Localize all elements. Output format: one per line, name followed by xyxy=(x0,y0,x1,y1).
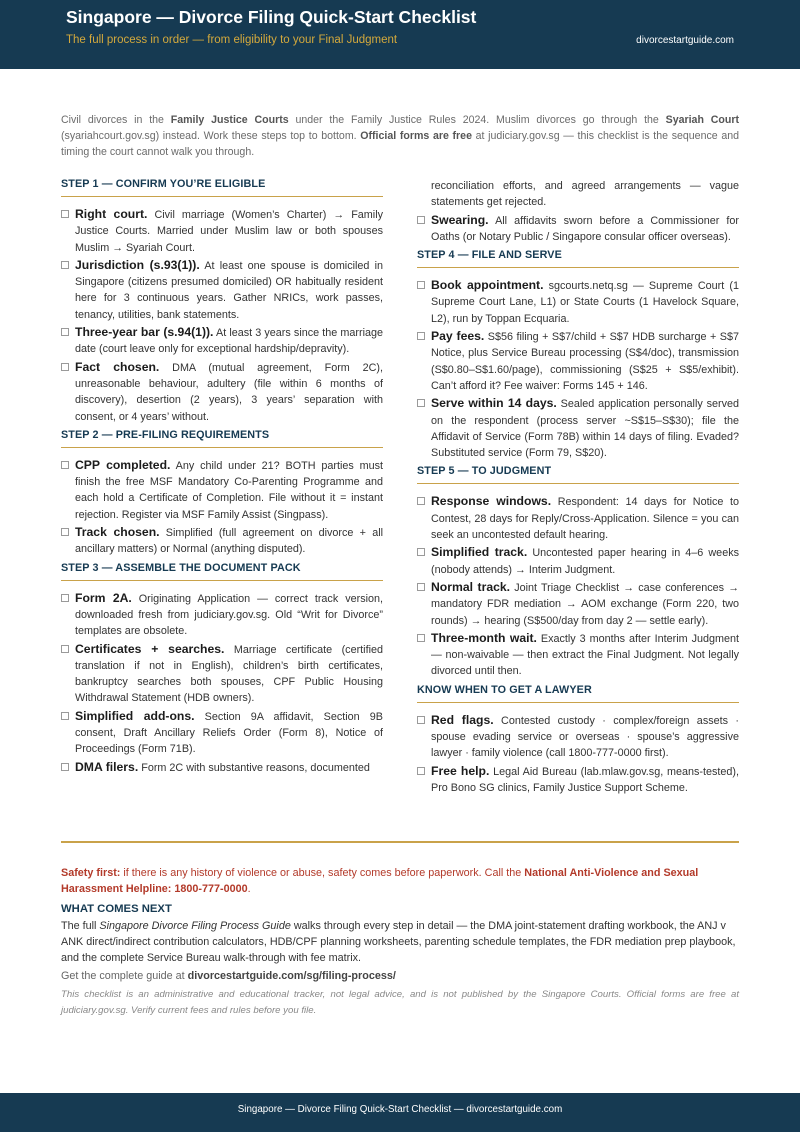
item-lead: Right court. xyxy=(75,207,148,221)
item-lead: Pay fees. xyxy=(431,329,485,344)
safety-text: if there is any history of violence or abuse, safety comes before paperwork. Call the xyxy=(120,867,525,879)
checklist-item xyxy=(61,641,383,707)
right-column xyxy=(417,178,739,797)
checkbox[interactable] xyxy=(417,332,425,340)
page-footer: Singapore — Divorce Filing Quick-Start Checklist — divorcestartguide.com xyxy=(0,1093,800,1132)
what-comes-next-heading: WHAT COMES NEXT xyxy=(61,903,172,915)
item-lead: Certificates + searches. xyxy=(75,641,225,656)
item-lead: Red flags. xyxy=(431,712,494,727)
step-5-heading: STEP 5 — TO JUDGMENT xyxy=(417,465,739,484)
checklist-item xyxy=(61,324,383,358)
intro-bold: Official forms are free xyxy=(360,130,472,142)
item-continuation: reconciliation efforts, and agreed arrangements — vague statements get rejected. xyxy=(431,180,739,209)
checklist-item xyxy=(61,257,383,323)
safety-lead: Safety first: xyxy=(61,867,121,879)
checkbox[interactable] xyxy=(61,645,69,653)
checklist-item xyxy=(61,759,383,776)
item-text: Uncontested paper hearing in 4–6 weeks (nobody attends) → Interim Judgment. xyxy=(431,547,739,576)
item-text: Civil marriage (Women’s Charter) → Family Justice Courts. Married under Muslim law or both spouses Muslim → Syariah Court. xyxy=(75,209,383,254)
intro-text: (syariahcourt.gov.sg) instead. Work these steps top to bottom. xyxy=(61,130,361,142)
item-lead: Simplified add-ons. xyxy=(75,708,195,723)
checklist-item xyxy=(417,579,739,629)
checkbox[interactable] xyxy=(417,583,425,591)
checklist-item xyxy=(417,493,739,543)
intro-text: at judiciary.gov.sg — this checklist is the sequence and timing the court cannot walk you through. xyxy=(61,130,739,158)
checklist-item xyxy=(61,524,383,558)
intro-bold: Syariah Court xyxy=(665,114,739,126)
item-lead: Jurisdiction (s.93(1)). xyxy=(75,257,200,272)
item-lead: Track chosen. xyxy=(75,525,160,540)
intro-bold: Family Justice Courts xyxy=(170,114,289,126)
item-text: Respondent: 14 days for Notice to Contest, 28 days for Reply/Cross-Application. Silence = you can seek an uncontested default hearing. xyxy=(431,496,739,542)
item-lead: Response windows. xyxy=(431,494,552,509)
disclaimer: This checklist is an administrative and educational tracker, not legal advice, and is not published by the Singapore Courts. Official forms are free at judiciary.gov.sg. Verify current fees and rules before you file. xyxy=(61,989,739,1016)
checkbox[interactable] xyxy=(417,634,425,642)
item-text: At least 3 years since the marriage date (court leave only for exceptional hardship/depravity). xyxy=(75,327,383,356)
checklist-item xyxy=(61,457,383,523)
page-subtitle: The full process in order — from eligibility to your Final Judgment xyxy=(66,34,398,46)
safety-end: . xyxy=(247,883,251,895)
item-text: At least one spouse is domiciled in Singapore (citizens presumed domiciled) OR habitually resident here for 3 continuous years. Gather NRICs, work passes, tenancy, utilities, bank statements. xyxy=(75,259,383,321)
checkbox[interactable] xyxy=(61,328,69,336)
checklist-item xyxy=(417,277,739,327)
step-3-heading: STEP 3 — ASSEMBLE THE DOCUMENT PACK xyxy=(61,562,383,581)
checkbox[interactable] xyxy=(417,399,425,407)
guide-link[interactable]: divorcestartguide.com/sg/filing-process/ xyxy=(187,970,396,982)
step-4-heading: STEP 4 — FILE AND SERVE xyxy=(417,249,739,268)
checkbox[interactable] xyxy=(417,548,425,556)
checkbox[interactable] xyxy=(417,767,425,775)
item-lead: Three-month wait. xyxy=(431,630,537,645)
checklist-item xyxy=(61,590,383,640)
page-title: Singapore — Divorce Filing Quick-Start Checklist xyxy=(66,7,477,27)
item-text: Simplified (full agreement on divorce + all ancillary matters) or Normal (anything disputed). xyxy=(75,527,383,556)
checkbox[interactable] xyxy=(417,497,425,505)
step-1-heading: STEP 1 — CONFIRM YOU’RE ELIGIBLE xyxy=(61,178,383,197)
guide-title: Singapore Divorce Filing Process Guide xyxy=(99,920,291,932)
checklist-item xyxy=(417,328,739,394)
item-lead: Book appointment. xyxy=(431,278,544,293)
checkbox[interactable] xyxy=(61,461,69,469)
helpline: National Anti-Violence and Sexual Harassment Helpline: 1800-777-0000 xyxy=(61,867,699,895)
section-divider xyxy=(61,841,739,843)
page-header xyxy=(0,0,800,69)
checkbox[interactable] xyxy=(61,712,69,720)
item-text: Section 9A affidavit, Section 9B consent, Draft Ancillary Reliefs Order (Form 8), Notice of Proceedings (Form 71B). xyxy=(75,710,383,756)
item-text: Contested custody · complex/foreign assets · spouse evading service or overseas · spouse’s aggressive lawyer · family violence (call 1800-777-0000 first). xyxy=(431,714,739,760)
checkbox[interactable] xyxy=(417,281,425,289)
item-text: Legal Aid Bureau (lab.mlaw.gov.sg, means-tested), Pro Bono SG clinics, Family Justice Support Scheme. xyxy=(431,765,739,794)
checklist-item xyxy=(61,206,383,256)
item-text: sgcourts.netq.sg — Supreme Court (1 Supreme Court Lane, L1) or State Courts (1 Havelock Square, L2), run by Toppan Ecquaria. xyxy=(431,280,739,325)
checkbox[interactable] xyxy=(61,363,69,371)
item-text: Originating Application — correct track version, downloaded fresh from judiciary.gov.sg. Old “Writ for Divorce” templates are obsolete. xyxy=(75,592,383,638)
checklist-item xyxy=(417,763,739,797)
item-text: Joint Triage Checklist → case conferences → mandatory FDR mediation → AOM exchange (Form 220, two rounds) → hearing (S$500/day from day 2 — settle early). xyxy=(431,581,739,627)
get-guide-line xyxy=(61,968,739,984)
checklist-item xyxy=(417,712,739,762)
item-lead: Form 2A. xyxy=(75,590,132,605)
checklist-item xyxy=(417,395,739,461)
step-2-heading: STEP 2 — PRE-FILING REQUIREMENTS xyxy=(61,429,383,448)
bottom-section xyxy=(61,865,739,1019)
intro-text: Civil divorces in the xyxy=(61,114,171,126)
item-lead: CPP completed. xyxy=(75,457,171,472)
site-url[interactable]: divorcestartguide.com xyxy=(636,35,734,46)
item-text: Sealed application personally served on the respondent (process server ~S$15–S$30); file the Affidavit of Service (Form 78B) within 14 days of filing. Evaded? Substituted service (Form 79, S$20). xyxy=(431,398,739,460)
item-lead: Serve within 14 days. xyxy=(431,396,557,411)
item-text: Any child under 21? BOTH parties must finish the free MSF Mandatory Co-Parenting Programme and each hold a Certificate of Completion. File without it = instant rejection. Register via MSF Family Assist (Singpass). xyxy=(75,459,384,521)
checkbox[interactable] xyxy=(61,594,69,602)
checklist-item xyxy=(417,544,739,578)
next-text: The full xyxy=(61,920,100,932)
item-text: Marriage certificate (certified translation if not in English), children’s birth certificates, bankruptcy searches both spouses, CPF Public Housing Withdrawal Statement (HDB owners). xyxy=(75,643,383,705)
get-guide-text: Get the complete guide at xyxy=(61,970,188,982)
checkbox[interactable] xyxy=(417,216,425,224)
checklist-item xyxy=(61,708,383,758)
checkbox[interactable] xyxy=(61,210,69,218)
item-text: Exactly 3 months after Interim Judgment — non-waivable — then extract the Final Judgment. Not legally divorced until then. xyxy=(431,632,740,678)
checkbox[interactable] xyxy=(61,763,69,771)
what-comes-next-text xyxy=(61,918,739,966)
item-lead: Simplified track. xyxy=(431,545,528,560)
intro-paragraph xyxy=(61,112,739,160)
item-text: DMA (mutual agreement, Form 2C), unreasonable behaviour, adultery (file within 6 months of discovery), desertion (2 years), 3 years’ separation with consent, or 4 years’ without. xyxy=(75,361,384,423)
left-column xyxy=(61,178,383,777)
checklist-item xyxy=(417,212,739,246)
item-lead: Swearing. xyxy=(431,212,489,227)
item-lead: DMA filers. xyxy=(75,759,139,774)
checkbox[interactable] xyxy=(61,528,69,536)
item-text: S$56 filing + S$7/child + S$7 HDB surcharge + S$7 Notice, plus Service Bureau processing (S$4/doc), transmission (S$0.80–S$1.60/page), commissioning (S$25 + S$5/exhibit). Can’t afford it? Fee waiver: Forms 145 + 146. xyxy=(431,331,739,392)
checkbox[interactable] xyxy=(417,716,425,724)
checklist-item xyxy=(61,359,383,425)
item-lead: Free help. xyxy=(431,763,490,778)
safety-notice xyxy=(61,865,739,897)
next-text: walks through every step in detail — the DMA joint-statement drafting workbook, the ANJ v ANK direct/indirect contribution calculators, HDB/CPF planning worksheets, parenting schedule templates, the FDR mediation prep playbook, and the complete Service Bureau walk-through with fee matrix. xyxy=(61,920,736,964)
checkbox[interactable] xyxy=(61,261,69,269)
item-text: All affidavits sworn before a Commissioner for Oaths (or Notary Public / Singapore consular officer overseas). xyxy=(431,214,739,243)
lawyer-heading: KNOW WHEN TO GET A LAWYER xyxy=(417,684,739,703)
intro-text: under the Family Justice Rules 2024. Muslim divorces go through the xyxy=(288,114,666,126)
item-lead: Fact chosen. xyxy=(75,359,160,374)
item-lead: Normal track. xyxy=(431,579,511,594)
item-text: Form 2C with substantive reasons, documented xyxy=(138,761,370,774)
item-lead: Three-year bar (s.94(1)). xyxy=(75,325,214,340)
checklist-item xyxy=(417,630,739,680)
